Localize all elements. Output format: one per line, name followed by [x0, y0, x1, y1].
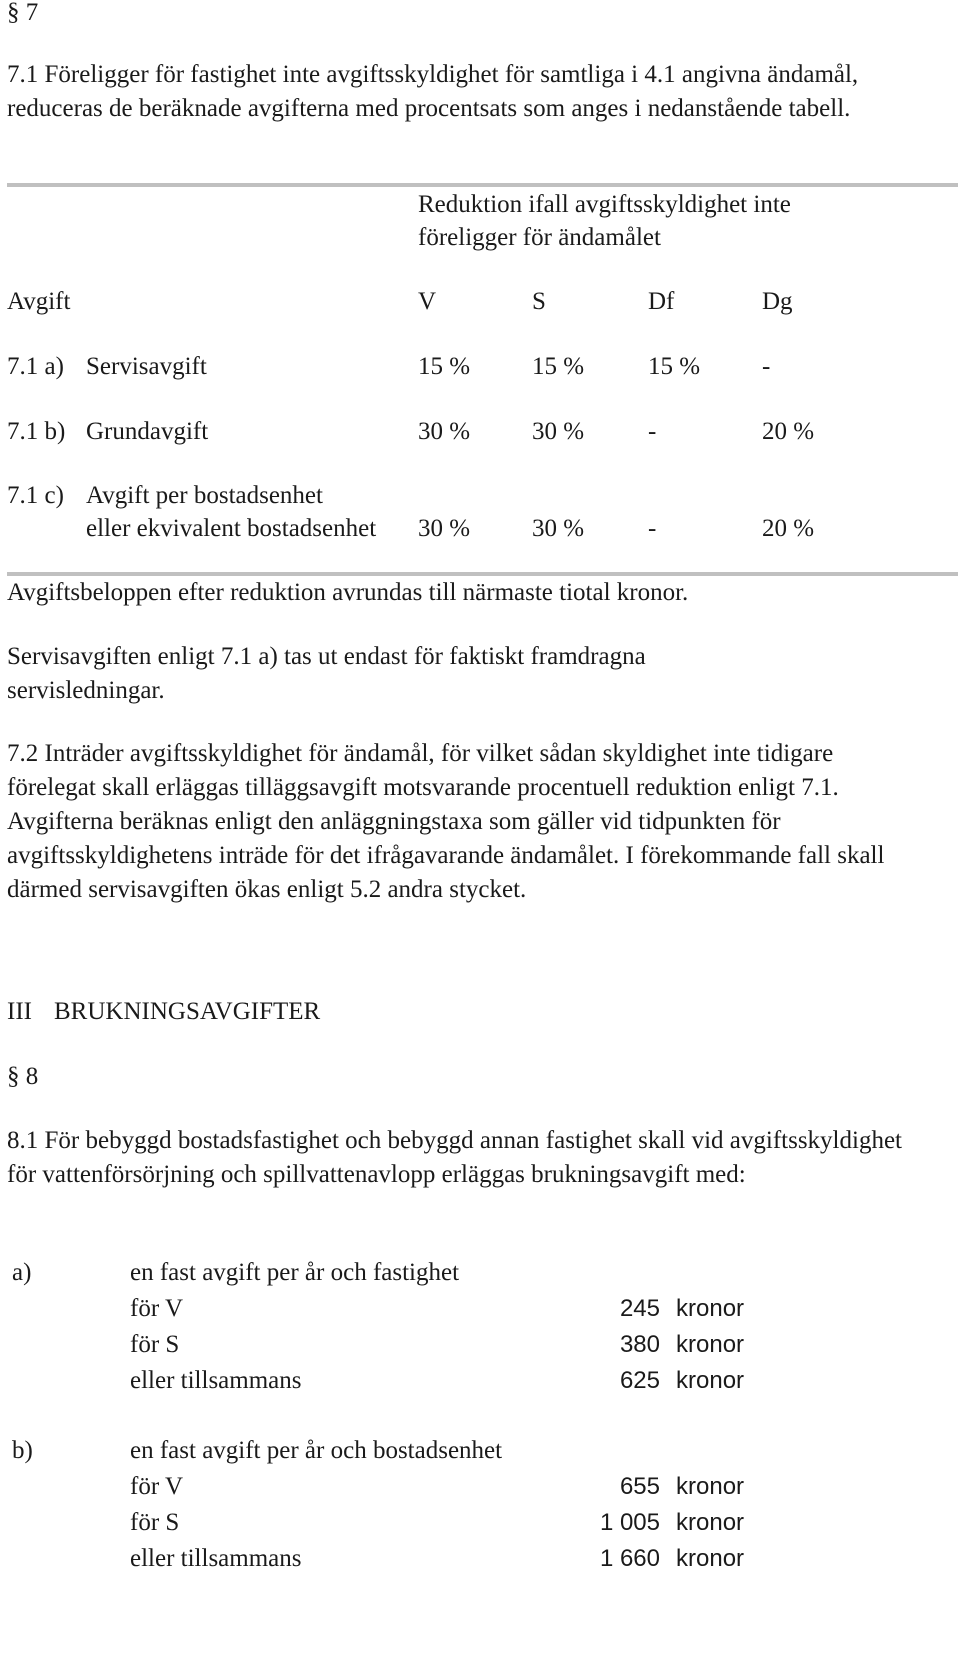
section-8-heading: § 8 — [7, 1063, 39, 1090]
part-title: BRUKNINGSAVGIFTER — [54, 998, 321, 1025]
part-numeral: III — [7, 998, 32, 1025]
column-header-v: V — [418, 288, 437, 315]
fee-line-unit: kronor — [676, 1545, 745, 1572]
fee-line-unit: kronor — [676, 1509, 745, 1536]
table-row-label: Avgift per bostadsenhet — [86, 482, 323, 509]
fee-line-unit: kronor — [676, 1473, 745, 1500]
table-cell-s: 15 % — [532, 353, 585, 380]
fee-line-label: eller tillsammans — [130, 1545, 302, 1572]
fee-item-letter: a) — [12, 1259, 32, 1286]
table-cell-dg: - — [762, 353, 771, 380]
table-row-id: 7.1 c) — [7, 482, 64, 509]
fee-line-label: för S — [130, 1331, 180, 1358]
paragraph-8-1: 8.1 För bebyggd bostadsfastighet och bebyggd annan fastighet skall vid avgiftsskyldighet för vattenförsörjning och spillvattenavlopp erläggas brukningsavgift med: — [7, 1127, 902, 1188]
fee-line-amount: 245 — [619, 1295, 660, 1322]
fee-line-label: för V — [130, 1473, 184, 1500]
table-cell-df: 15 % — [648, 353, 701, 380]
table-cell-v: 15 % — [418, 353, 471, 380]
column-header-s: S — [532, 288, 546, 315]
table-cell-s: 30 % — [532, 515, 585, 542]
fee-line-amount: 380 — [619, 1331, 660, 1358]
fee-line-label: för S — [130, 1509, 180, 1536]
table-group-header-line1: Reduktion ifall avgiftsskyldighet inte — [418, 191, 791, 218]
column-header-avgift: Avgift — [7, 288, 71, 315]
table-row-label-continued: eller ekvivalent bostadsenhet — [86, 515, 377, 542]
rounding-note: Avgiftsbeloppen efter reduktion avrundas till närmaste tiotal kronor. — [7, 579, 689, 606]
fee-item-title: en fast avgift per år och fastighet — [130, 1259, 460, 1286]
table-cell-dg: 20 % — [762, 515, 815, 542]
fee-line-amount: 655 — [619, 1473, 660, 1500]
table-cell-v: 30 % — [418, 418, 471, 445]
servisavgift-note: Servisavgiften enligt 7.1 a) tas ut endast för faktiskt framdragna servisledningar. — [7, 643, 646, 704]
fee-line-label: för V — [130, 1295, 184, 1322]
table-top-rule — [7, 183, 958, 187]
fee-item-title: en fast avgift per år och bostadsenhet — [130, 1437, 503, 1464]
fee-line-amount: 625 — [619, 1367, 660, 1394]
section-7-heading: § 7 — [7, 0, 39, 26]
fee-line-unit: kronor — [676, 1295, 745, 1322]
paragraph-7-1: 7.1 Föreligger för fastighet inte avgiftsskyldighet för samtliga i 4.1 angivna ändamål, reduceras de beräknade avgifterna med procentsats som anges i nedanstående tabell. — [7, 61, 859, 122]
table-cell-v: 30 % — [418, 515, 471, 542]
table-row-label: Grundavgift — [86, 418, 209, 445]
fee-line-label: eller tillsammans — [130, 1367, 302, 1394]
table-group-header-line2: föreligger för ändamålet — [418, 224, 661, 251]
table-cell-s: 30 % — [532, 418, 585, 445]
fee-line-amount: 1 660 — [599, 1545, 660, 1572]
fee-item-letter: b) — [12, 1437, 33, 1464]
fee-line-unit: kronor — [676, 1367, 745, 1394]
table-row-id: 7.1 a) — [7, 353, 64, 380]
table-cell-df: - — [648, 418, 657, 445]
fee-line-unit: kronor — [676, 1331, 745, 1358]
paragraph-7-2: 7.2 Inträder avgiftsskyldighet för ändamål, för vilket sådan skyldighet inte tidigare förelegat skall erläggas tilläggsavgift motsvarande procentuell reduktion enligt 7.1. Avgifterna beräknas enligt den anläggningstaxa som gäller vid tidpunkten för avgiftsskyldighetens inträde för det ifrågavarande ändamålet. I förekommande fall skall därmed servisavgiften ökas enligt 5.2 andra stycket. — [7, 740, 885, 903]
column-header-df: Df — [648, 288, 675, 315]
fee-line-amount: 1 005 — [599, 1509, 660, 1536]
table-cell-dg: 20 % — [762, 418, 815, 445]
table-row-label: Servisavgift — [86, 353, 207, 380]
table-cell-df: - — [648, 515, 657, 542]
column-header-dg: Dg — [762, 288, 793, 315]
table-row-id: 7.1 b) — [7, 418, 66, 445]
